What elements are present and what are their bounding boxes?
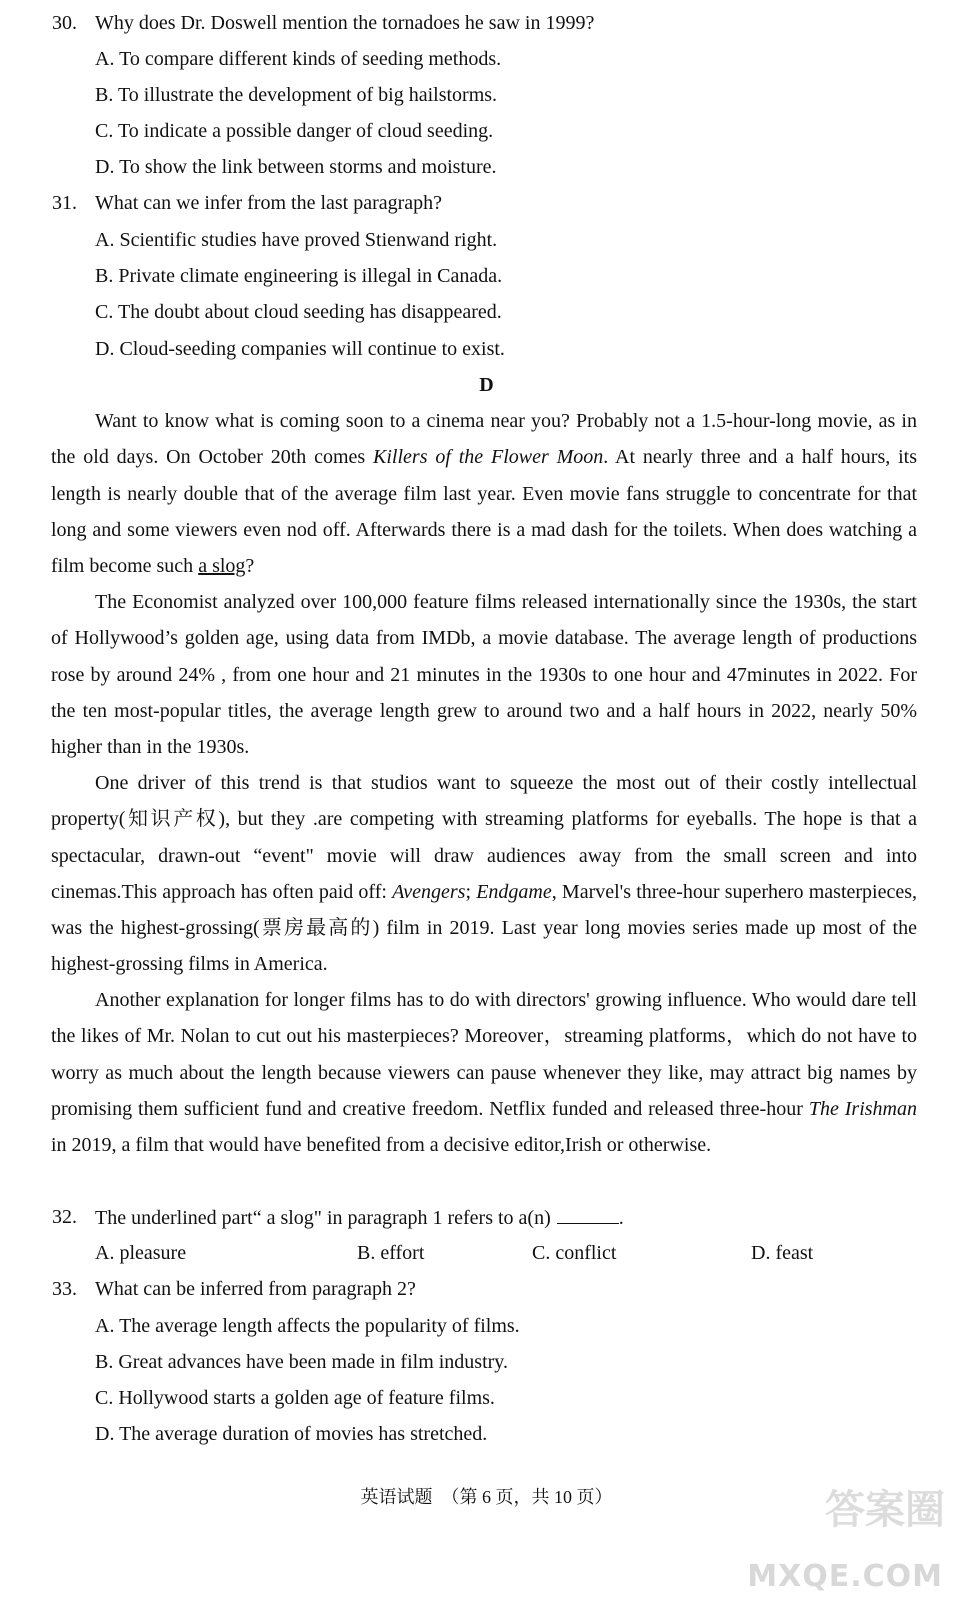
film-title: The Irishman: [808, 1097, 917, 1120]
option-b: B. effort: [357, 1242, 425, 1264]
question-number: 32.: [52, 1206, 77, 1228]
film-title: Killers of the Flower Moon: [373, 446, 604, 469]
underlined-phrase: a slog: [198, 555, 246, 578]
option-d: D. feast: [751, 1242, 814, 1264]
passage-paragraph-3: One driver of this trend is that studios want to squeeze the most out of their costly intellectual property(知识产权), but they .are competing with streaming platforms for eyeballs. The hope is that a spectacular, drawn-out “event" movie will draw audiences away from the small screen and into cinemas.This approach has often paid off: Avengers; Endgame, Marvel's three-hour superhero masterpieces, was the highest-grossing(票房最高的) film in 2019. Last year long movies series made up most of the highest-grossing films in America.: [51, 772, 918, 976]
page-footer: 英语试题 （第 6 页，共 10 页）: [360, 1487, 613, 1507]
question-stem: What can we infer from the last paragraph?: [95, 192, 443, 214]
question-stem: The underlined part“ a slog" in paragraph 1 refers to a(n): [95, 1207, 551, 1229]
question-stem: What can be inferred from paragraph 2?: [95, 1278, 416, 1300]
answer-blank: [557, 1205, 619, 1224]
option-a: A. pleasure: [95, 1242, 187, 1264]
watermark-logo: 答案圈: [825, 1487, 945, 1533]
option-c: C. conflict: [532, 1242, 617, 1264]
watermark-text: MXQE.COM: [747, 1559, 943, 1594]
question-stem: Why does Dr. Doswell mention the tornadoes he saw in 1999?: [95, 12, 595, 34]
passage-paragraph-2: The Economist analyzed over 100,000 feature films released internationally since the 1930s, the start of Hollywood’s golden age, using data from IMDb, a movie database. The average length of productions rose by around 24% , from one hour and 21 minutes in the 1930s to one hour and 47minutes in 2022. For the ten most-popular titles, the average length grew to around two and a half hours in 2022, nearly 50% higher than in the 1930s.: [51, 591, 917, 759]
film-title: Avengers: [392, 880, 466, 903]
section-heading: D: [479, 374, 494, 396]
question-number: 31.: [52, 192, 77, 214]
film-title: Endgame: [476, 880, 552, 903]
passage-paragraph-4: Another explanation for longer films has to do with directors' growing influence. Who would dare tell the likes of Mr. Nolan to cut out his masterpieces? Moreover，streaming platforms，which do not have to worry as much about the length because viewers can pause whenever they like, may attract big names by promising them sufficient fund and creative freedom. Netflix funded and released three-hour The Irishman in 2019, a film that would have benefited from a decisive editor,Irish or otherwise.: [51, 989, 917, 1157]
question-number: 30.: [52, 12, 77, 34]
question-number: 33.: [52, 1278, 77, 1300]
passage-paragraph-1: Want to know what is coming soon to a cinema near you? Probably not a 1.5-hour-long movie, as in the old days. On October 20th comes Killers of the Flower Moon. At nearly three and a half hours, its length is nearly double that of the average film last year. Even movie fans struggle to concentrate for that long and some viewers even nod off. Afterwards there is a mad dash for the toilets. When does watching a film become such a slog?: [51, 410, 917, 578]
